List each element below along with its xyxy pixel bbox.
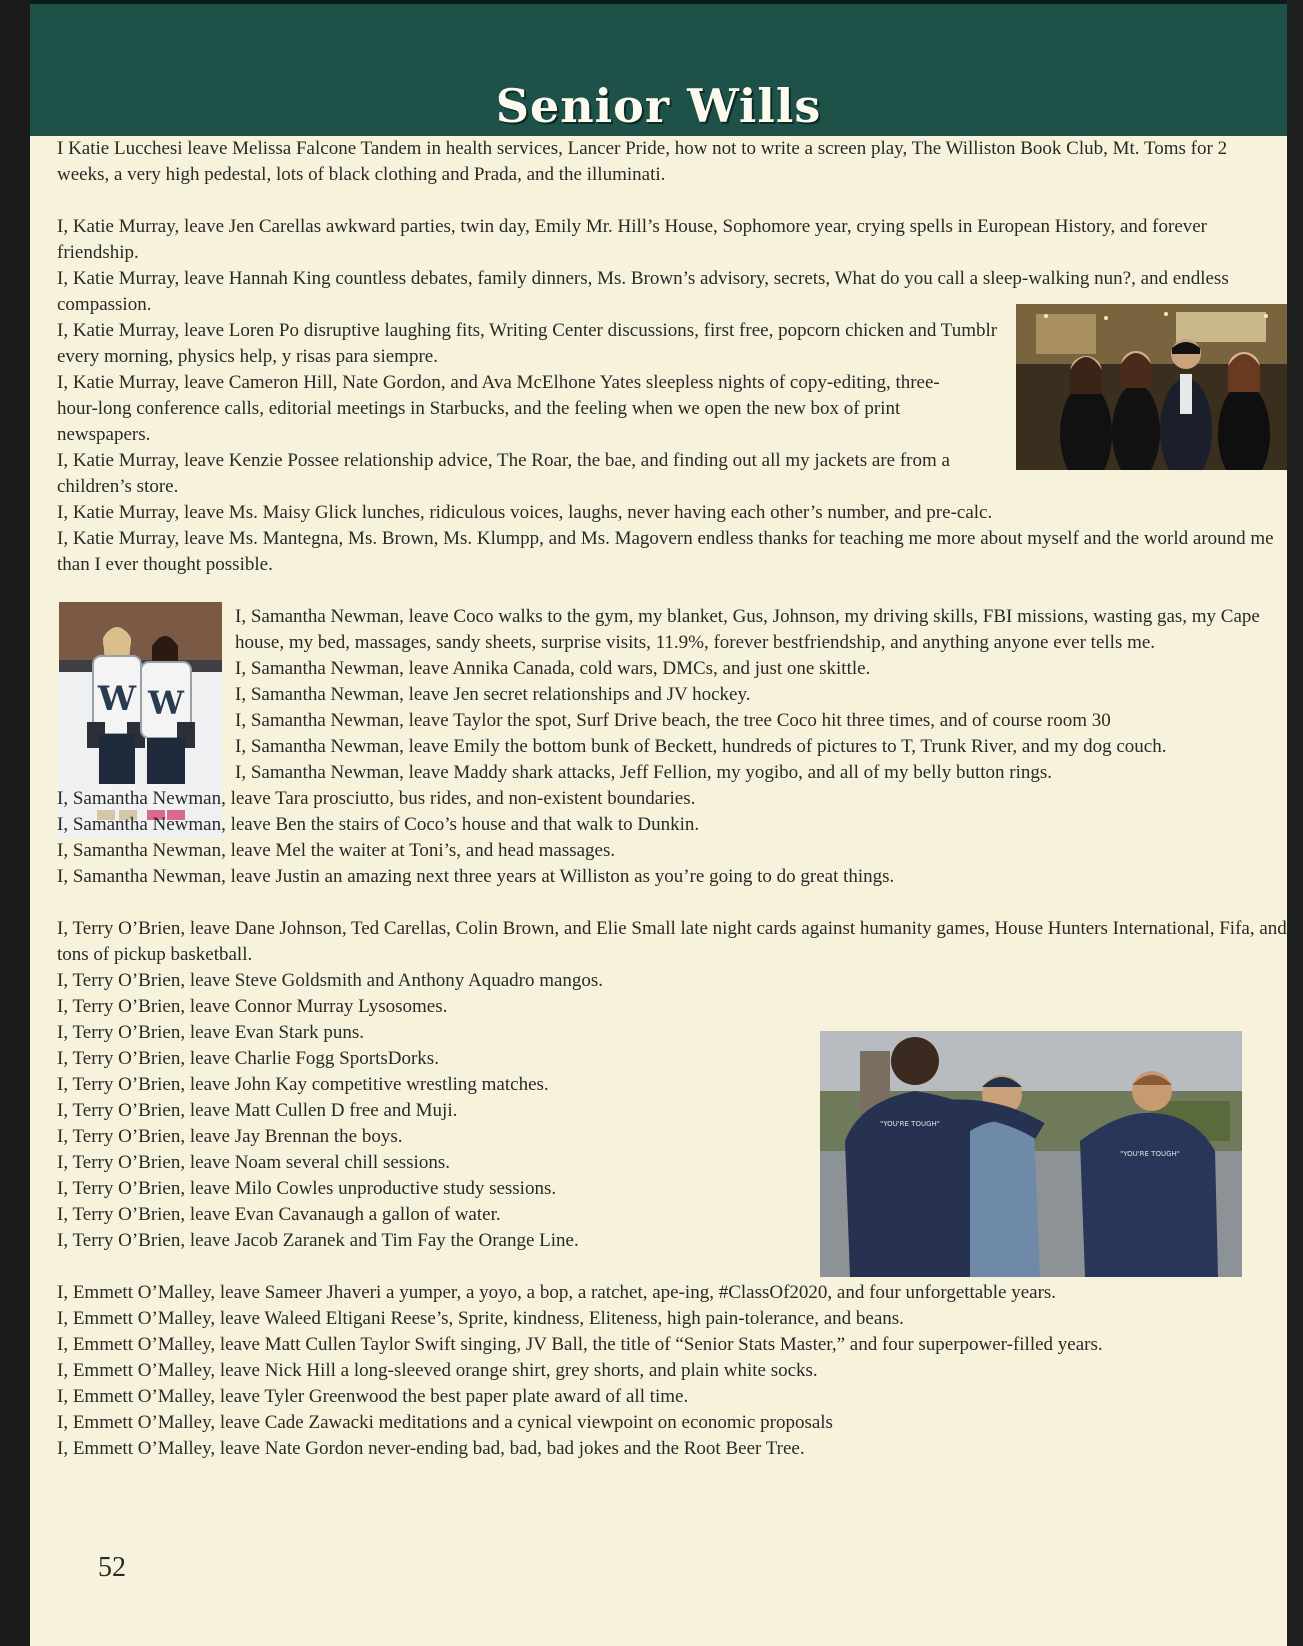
will-newman-8: I, Samantha Newman, leave Ben the stairs of Coco’s house and that walk to Dunkin.	[57, 814, 700, 835]
will-newman-7: I, Samantha Newman, leave Tara prosciutto, bus rides, and non-existent boundaries.	[57, 788, 696, 809]
header-band	[30, 0, 1287, 136]
will-murray-2: I, Katie Murray, leave Hannah King countless debates, family dinners, Ms. Brown’s advisory, secrets, What do you call a sleep-walking nun?, and endless compassion.	[57, 268, 1229, 315]
section-emmett-omalley	[57, 1280, 1287, 1462]
will-obrien-8: I, Terry O’Brien, leave Jay Brennan the boys.	[57, 1126, 403, 1147]
will-obrien-1: I, Terry O’Brien, leave Dane Johnson, Ted Carellas, Colin Brown, and Elie Small late night cards against humanity games, House Hunters International, Fifa, and tons of pickup basketball.	[57, 918, 1287, 965]
senior-wills-text	[57, 136, 1287, 1462]
section-samantha-newman	[57, 604, 1287, 786]
will-obrien-4: I, Terry O’Brien, leave Evan Stark puns.	[57, 1022, 364, 1043]
page-title: Senior Wills	[495, 79, 822, 133]
will-murray-6: I, Katie Murray, leave Ms. Maisy Glick lunches, ridiculous voices, laughs, never having each other’s number, and pre-calc.	[57, 502, 993, 523]
section-terry-obrien	[57, 916, 1287, 1254]
will-obrien-10: I, Terry O’Brien, leave Milo Cowles unproductive study sessions.	[57, 1178, 557, 1199]
will-obrien-5: I, Terry O’Brien, leave Charlie Fogg SportsDorks.	[57, 1048, 439, 1069]
will-obrien-11: I, Terry O’Brien, leave Evan Cavanaugh a gallon of water.	[57, 1204, 501, 1225]
will-newman-3: I, Samantha Newman, leave Jen secret relationships and JV hockey.	[235, 684, 751, 705]
will-omalley-4: I, Emmett O’Malley, leave Nick Hill a long-sleeved orange shirt, grey shorts, and plain white socks.	[57, 1360, 818, 1381]
will-murray-1: I, Katie Murray, leave Jen Carellas awkward parties, twin day, Emily Mr. Hill’s House, Sophomore year, crying spells in European History, and forever friendship.	[57, 216, 1208, 263]
will-obrien-9: I, Terry O’Brien, leave Noam several chill sessions.	[57, 1152, 450, 1173]
will-newman-1: I, Samantha Newman, leave Coco walks to the gym, my blanket, Gus, Johnson, my driving skills, FBI missions, wasting gas, my Cape house, my bed, massages, sandy sheets, surprise visits, 11.9%, forever bestfriendship, and anything anyone ever tells me.	[235, 606, 1260, 653]
will-newman-5: I, Samantha Newman, leave Emily the bottom bunk of Beckett, hundreds of pictures to T, Trunk River, and my dog couch.	[235, 736, 1167, 757]
will-newman-9: I, Samantha Newman, leave Mel the waiter at Toni’s, and head massages.	[57, 840, 616, 861]
will-newman-10: I, Samantha Newman, leave Justin an amazing next three years at Williston as you’re going to do great things.	[57, 866, 895, 887]
will-obrien-3: I, Terry O’Brien, leave Connor Murray Lysosomes.	[57, 996, 448, 1017]
will-murray-7: I, Katie Murray, leave Ms. Mantegna, Ms. Brown, Ms. Klumpp, and Ms. Magovern endless thanks for teaching me more about myself and the world around me than I ever thought possible.	[57, 528, 1274, 575]
will-obrien-7: I, Terry O’Brien, leave Matt Cullen D free and Muji.	[57, 1100, 458, 1121]
will-newman-2: I, Samantha Newman, leave Annika Canada, cold wars, DMCs, and just one skittle.	[235, 658, 871, 679]
will-murray-4: I, Katie Murray, leave Cameron Hill, Nate Gordon, and Ava McElhone Yates sleepless nights of copy-editing, three-hour-long conference calls, editorial meetings in Starbucks, and the feeling when we open the new box of print newspapers.	[57, 372, 940, 445]
page-frame-left	[0, 0, 30, 1646]
page-number: 52	[98, 1552, 126, 1583]
jersey-letter-left: W	[97, 679, 137, 719]
will-omalley-7: I, Emmett O’Malley, leave Nate Gordon never-ending bad, bad, bad jokes and the Root Beer Tree.	[57, 1438, 805, 1459]
will-omalley-3: I, Emmett O’Malley, leave Matt Cullen Taylor Swift singing, JV Ball, the title of “Senior Stats Master,” and four superpower-filled years.	[57, 1334, 1103, 1355]
will-omalley-1: I, Emmett O’Malley, leave Sameer Jhaveri a yumper, a yoyo, a bop, a ratchet, ape-ing, #ClassOf2020, and four unforgettable years.	[57, 1282, 1057, 1303]
will-newman-4: I, Samantha Newman, leave Taylor the spot, Surf Drive beach, the tree Coco hit three times, and of course room 30	[235, 710, 1111, 731]
will-newman-6: I, Samantha Newman, leave Maddy shark attacks, Jeff Fellion, my yogibo, and all of my belly button rings.	[235, 762, 1053, 783]
will-omalley-6: I, Emmett O’Malley, leave Cade Zawacki meditations and a cynical viewpoint on economic proposals	[57, 1412, 833, 1433]
will-omalley-5: I, Emmett O’Malley, leave Tyler Greenwood the best paper plate award of all time.	[57, 1386, 689, 1407]
will-lucchesi: I Katie Lucchesi leave Melissa Falcone Tandem in health services, Lancer Pride, how not to write a screen play, The Williston Book Club, Mt. Toms for 2 weeks, a very high pedestal, lots of black clothing and Prada, and the illuminati.	[57, 138, 1228, 185]
will-obrien-2: I, Terry O’Brien, leave Steve Goldsmith and Anthony Aquadro mangos.	[57, 970, 604, 991]
shirt-text-right: "YOU'RE TOUGH"	[1120, 1150, 1180, 1158]
will-obrien-6: I, Terry O’Brien, leave John Kay competitive wrestling matches.	[57, 1074, 549, 1095]
shirt-text-left: "YOU'RE TOUGH"	[880, 1120, 940, 1128]
jersey-letter-right: W	[148, 684, 184, 722]
will-obrien-12: I, Terry O’Brien, leave Jacob Zaranek and Tim Fay the Orange Line.	[57, 1230, 579, 1251]
section-katie-murray	[57, 214, 1287, 578]
will-murray-3: I, Katie Murray, leave Loren Po disruptive laughing fits, Writing Center discussions, first free, popcorn chicken and Tumblr every morning, physics help, y risas para siempre.	[57, 320, 998, 367]
page-frame-right	[1287, 0, 1303, 1646]
will-omalley-2: I, Emmett O’Malley, leave Waleed Eltigani Reese’s, Sprite, kindness, Eliteness, high pain-tolerance, and beans.	[57, 1308, 904, 1329]
will-murray-5: I, Katie Murray, leave Kenzie Possee relationship advice, The Roar, the bae, and finding out all my jackets are from a children’s store.	[57, 450, 950, 497]
